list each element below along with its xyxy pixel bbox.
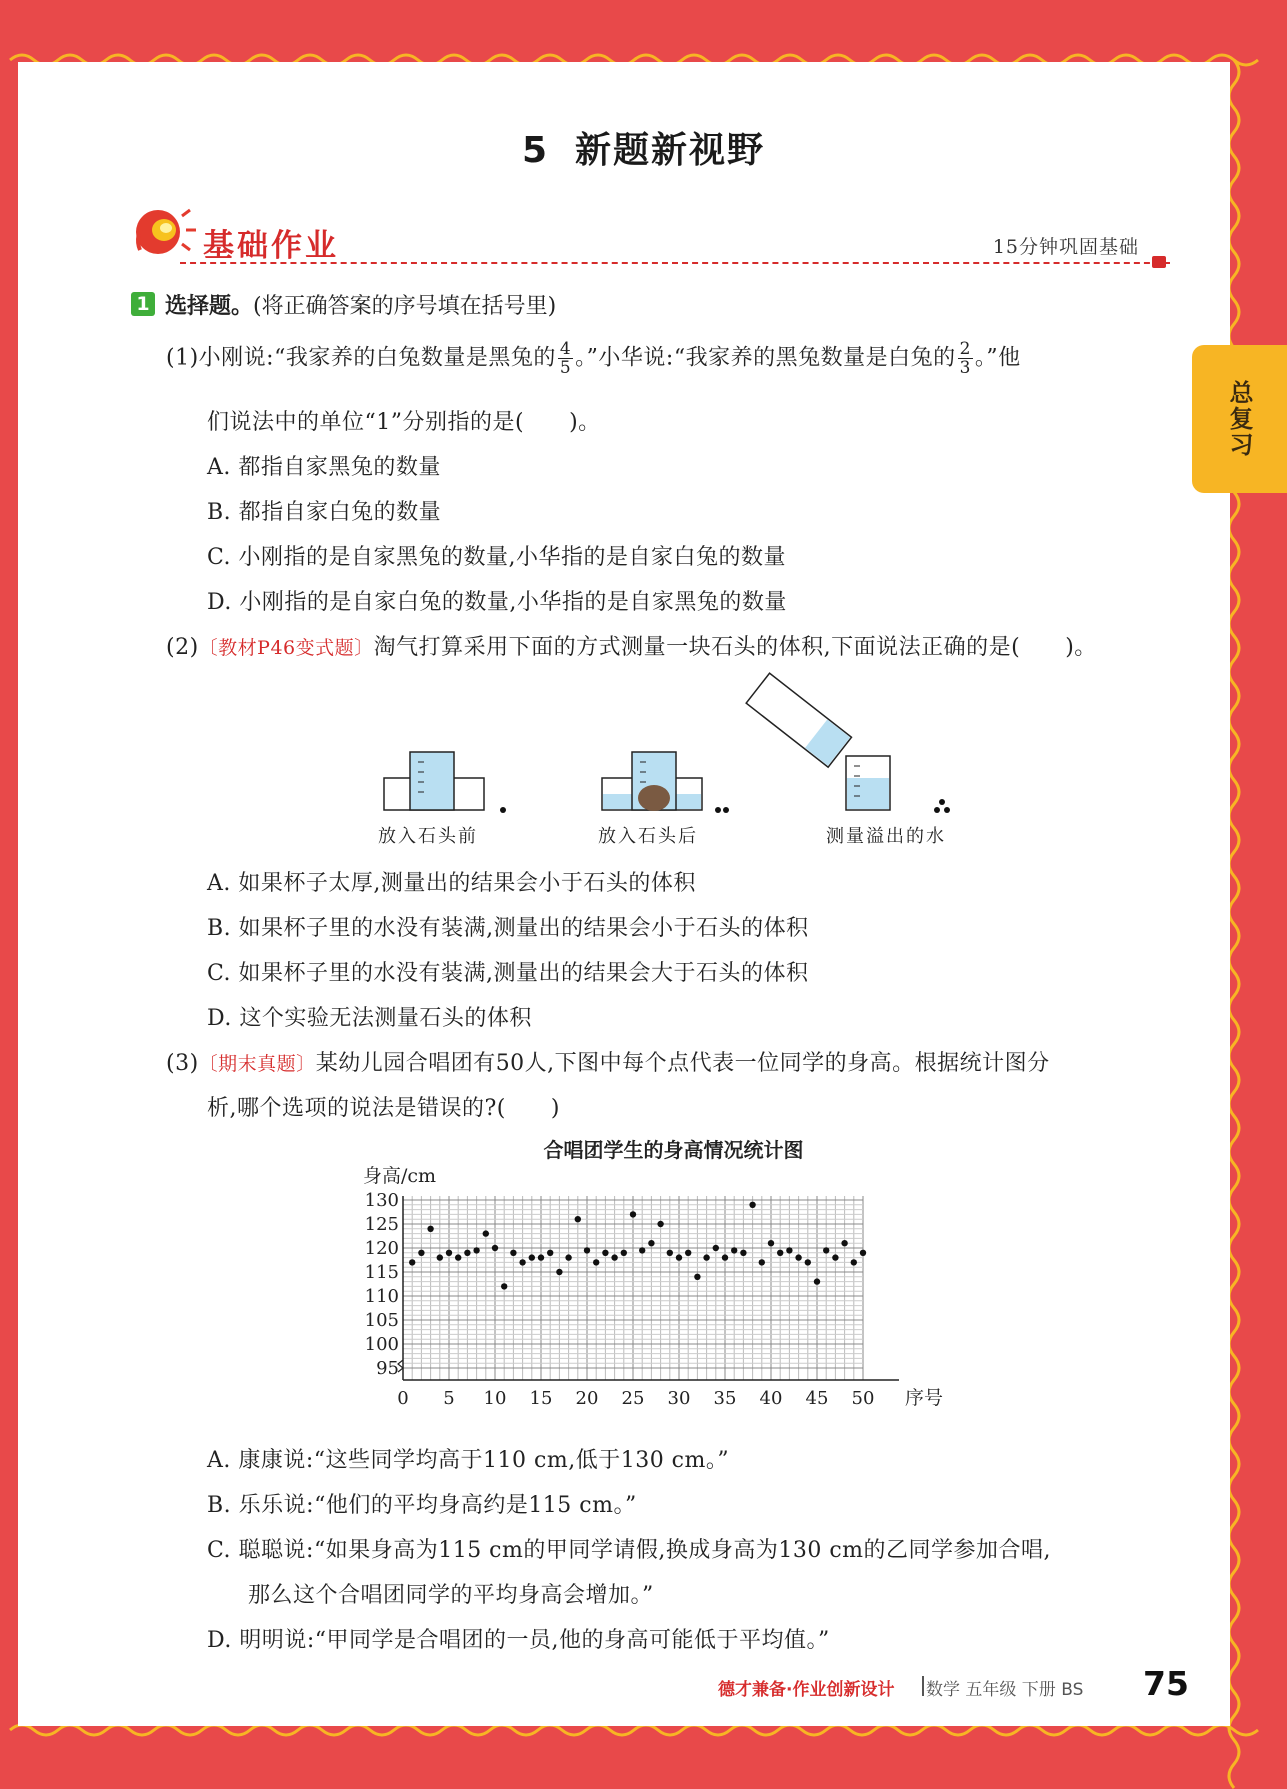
data-point (814, 1278, 820, 1284)
x-tick-label: 15 (529, 1388, 553, 1409)
data-point (510, 1250, 516, 1256)
data-point (409, 1259, 415, 1265)
data-point (657, 1221, 663, 1227)
question-heading-rest: (将正确答案的序号填在括号里) (253, 294, 557, 319)
q3-option-a[interactable]: A. 康康说:“这些同学均高于110 cm,低于130 cm。” (207, 1448, 730, 1473)
q1-line2: 们说法中的单位“1”分别指的是( )。 (207, 410, 601, 435)
data-point (832, 1254, 838, 1260)
y-tick-label: 115 (364, 1262, 399, 1283)
section-divider (180, 262, 1170, 264)
data-point (556, 1269, 562, 1275)
figure-label-after: 放入石头后 (598, 826, 698, 847)
x-tick-label: 10 (483, 1388, 507, 1409)
data-point (759, 1259, 765, 1265)
data-point (621, 1250, 627, 1256)
data-point (446, 1250, 452, 1256)
footer-subject: 数学 五年级 下册 BS (926, 1680, 1084, 1700)
y-tick-label: 100 (364, 1334, 399, 1355)
pouring-overflow-icon (746, 673, 950, 813)
q2-prefix: (2) (166, 635, 199, 660)
data-point (667, 1250, 673, 1256)
data-point (685, 1250, 691, 1256)
data-point (722, 1254, 728, 1260)
y-tick-label: 110 (364, 1286, 399, 1307)
q2-option-b[interactable]: B. 如果杯子里的水没有装满,测量出的结果会小于石头的体积 (207, 916, 809, 941)
q3-line1 (166, 1046, 1050, 1077)
figure-label-before: 放入石头前 (378, 826, 478, 847)
x-tick-label: 30 (667, 1388, 691, 1409)
y-axis-label: 身高/cm (363, 1165, 437, 1187)
y-tick-label: 120 (364, 1238, 399, 1259)
data-point (437, 1254, 443, 1260)
page-number: 75 (1143, 1664, 1189, 1703)
data-point (740, 1250, 746, 1256)
q2-text: 淘气打算采用下面的方式测量一块石头的体积,下面说法正确的是( )。 (373, 635, 1097, 660)
data-point (713, 1245, 719, 1251)
data-point (768, 1240, 774, 1246)
x-tick-label: 40 (759, 1388, 783, 1409)
q3-line2: 析,哪个选项的说法是错误的?( ) (207, 1096, 560, 1121)
page-title (0, 122, 1287, 173)
q2-option-d[interactable]: D. 这个实验无法测量石头的体积 (207, 1006, 532, 1031)
footer-divider (922, 1676, 924, 1696)
fraction-1-numerator: 4 (559, 339, 572, 359)
q3-option-c[interactable]: C. 聪聪说:“如果身高为115 cm的甲同学请假,换成身高为130 cm的乙同学参加合唱, (207, 1538, 1052, 1563)
chart-title: 合唱团学生的身高情况统计图 (543, 1138, 804, 1162)
question-heading-bold: 选择题。 (165, 294, 254, 319)
data-point (731, 1247, 737, 1253)
fraction-2-denominator: 3 (959, 358, 971, 378)
q1-option-b[interactable]: B. 都指自家白兔的数量 (207, 500, 442, 525)
x-tick-label: 50 (851, 1388, 875, 1409)
stone-volume-figure (370, 672, 970, 820)
data-point (565, 1254, 571, 1260)
question-number-badge: 1 (131, 292, 155, 316)
side-tab-label: 总复习 (1225, 380, 1253, 458)
height-scatter-chart (355, 1158, 1015, 1428)
data-point (538, 1254, 544, 1260)
data-point (492, 1245, 498, 1251)
figure-label-overflow: 测量溢出的水 (826, 826, 946, 847)
data-point (473, 1247, 479, 1253)
data-point (602, 1250, 608, 1256)
q1-option-d[interactable]: D. 小刚指的是自家白兔的数量,小华指的是自家黑兔的数量 (207, 590, 787, 615)
q2-option-c[interactable]: C. 如果杯子里的水没有装满,测量出的结果会大于石头的体积 (207, 961, 809, 986)
y-tick-label: 95 (376, 1358, 399, 1379)
q1-option-c[interactable]: C. 小刚指的是自家黑兔的数量,小华指的是自家白兔的数量 (207, 545, 787, 570)
y-tick-label: 125 (364, 1214, 399, 1235)
data-point (593, 1259, 599, 1265)
section-light-icon (130, 206, 200, 262)
data-point (703, 1254, 709, 1260)
x-tick-label: 20 (575, 1388, 599, 1409)
data-point (455, 1254, 461, 1260)
side-tab-review[interactable] (1192, 345, 1287, 493)
q1-fraction-1 (558, 340, 573, 377)
section-title: 基础作业 (203, 228, 339, 264)
data-point (501, 1283, 507, 1289)
q1-text-part1: (1)小刚说:“我家养的白兔数量是黑兔的 (166, 345, 556, 371)
data-point (851, 1259, 857, 1265)
q3-text: 某幼儿园合唱团有50人,下图中每个点代表一位同学的身高。根据统计图分 (315, 1051, 1050, 1076)
data-point (483, 1230, 489, 1236)
fraction-1-denominator: 5 (559, 358, 572, 378)
fraction-2-numerator: 2 (959, 339, 971, 359)
data-point (777, 1250, 783, 1256)
data-point (795, 1254, 801, 1260)
y-tick-label: 105 (364, 1310, 399, 1331)
q3-option-c-cont: 那么这个合唱团同学的平均身高会增加。” (248, 1583, 654, 1608)
q3-option-b[interactable]: B. 乐乐说:“他们的平均身高约是115 cm。” (207, 1493, 637, 1518)
data-point (611, 1254, 617, 1260)
q1-fraction-2 (958, 340, 973, 377)
data-point (630, 1211, 636, 1217)
data-point (841, 1240, 847, 1246)
x-axis-label: 序号 (905, 1387, 944, 1409)
data-point (547, 1250, 553, 1256)
q3-prefix: (3) (166, 1051, 199, 1076)
title-text: 新题新视野 (575, 130, 766, 171)
q1-text-part2: 。”小华说:“我家养的黑兔数量是白兔的 (575, 345, 956, 371)
data-point (575, 1216, 581, 1222)
q3-option-d[interactable]: D. 明明说:“甲同学是合唱团的一员,他的身高可能低于平均值。” (207, 1628, 830, 1653)
section-divider-end (1152, 256, 1166, 268)
data-point (860, 1250, 866, 1256)
x-tick-label: 0 (397, 1388, 409, 1409)
data-point (648, 1240, 654, 1246)
data-point (519, 1259, 525, 1265)
data-point (418, 1250, 424, 1256)
data-point (676, 1254, 682, 1260)
data-point (786, 1247, 792, 1253)
section-subtitle: 15分钟巩固基础 (992, 236, 1139, 258)
q1-text-part3: 。”他 (974, 345, 1021, 371)
data-point (464, 1250, 470, 1256)
title-number: 5 (521, 130, 550, 171)
data-point (694, 1274, 700, 1280)
beaker-after-icon (602, 752, 729, 813)
q2-option-a[interactable]: A. 如果杯子太厚,测量出的结果会小于石头的体积 (207, 871, 696, 896)
data-point (529, 1254, 535, 1260)
data-point (427, 1226, 433, 1232)
q1-line1 (166, 340, 1021, 377)
footer-brand: 德才兼备·作业创新设计 (718, 1680, 895, 1700)
x-tick-label: 35 (713, 1388, 737, 1409)
data-point (584, 1247, 590, 1253)
x-tick-label: 45 (805, 1388, 829, 1409)
x-tick-label: 25 (621, 1388, 645, 1409)
beaker-before-icon (384, 752, 506, 813)
q1-option-a[interactable]: A. 都指自家黑兔的数量 (207, 455, 441, 480)
q3-source-tag: 〔期末真题〕 (198, 1053, 316, 1075)
y-tick-label: 130 (364, 1190, 399, 1211)
q2-line1 (166, 630, 1097, 661)
q2-source-tag: 〔教材P46变式题〕 (198, 637, 374, 659)
question-heading (165, 289, 556, 320)
data-point (639, 1247, 645, 1253)
data-point (805, 1259, 811, 1265)
data-point (749, 1202, 755, 1208)
data-point (823, 1247, 829, 1253)
x-tick-label: 5 (443, 1388, 455, 1409)
